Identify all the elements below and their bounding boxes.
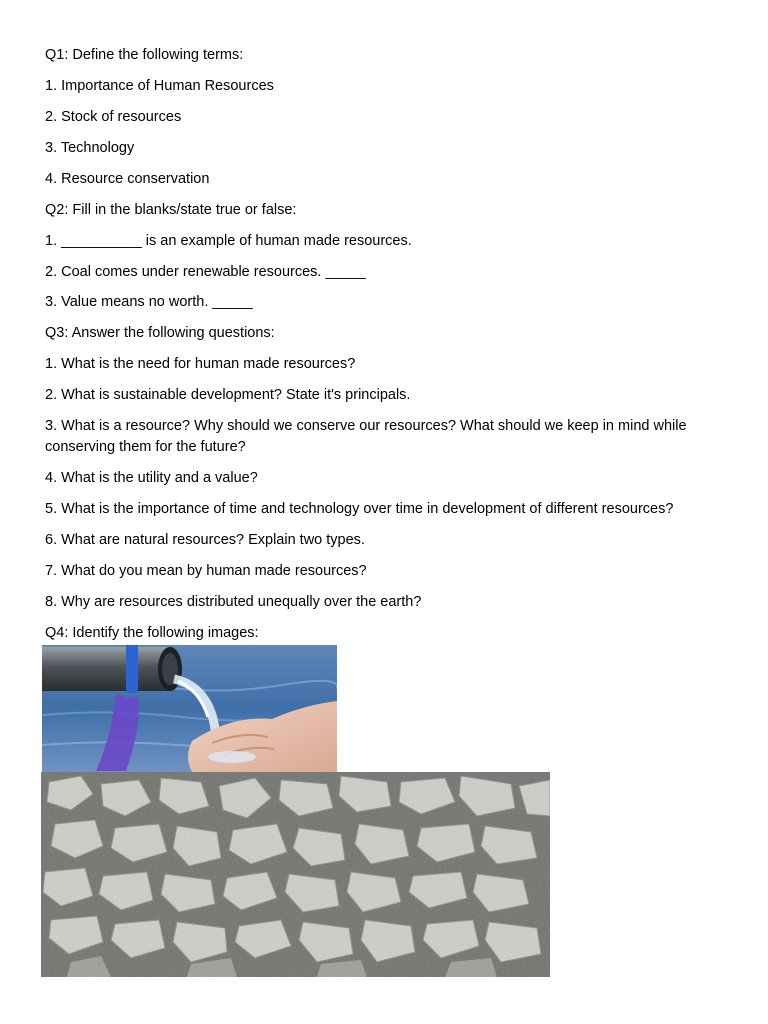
- q2-item-3: 3. Value means no worth. _____: [45, 294, 253, 310]
- q3-heading: Q3: Answer the following questions:: [45, 325, 275, 341]
- rock-texture-image: [41, 772, 550, 977]
- water-tap-image: [42, 645, 337, 772]
- q3-item-8: 8. Why are resources distributed unequally over the earth?: [45, 594, 422, 610]
- q1-item-3: 3. Technology: [45, 140, 135, 156]
- q3-item-1: 1. What is the need for human made resources?: [45, 356, 356, 372]
- q1-item-1: 1. Importance of Human Resources: [45, 78, 274, 94]
- q3-item-3: 3. What is a resource? Why should we conserve our resources? What should we keep in mind while conserving them for the future?: [45, 418, 687, 455]
- q3-item-2: 2. What is sustainable development? State it's principals.: [45, 387, 411, 403]
- q3-item-7: 7. What do you mean by human made resources?: [45, 563, 367, 579]
- q1-item-2: 2. Stock of resources: [45, 109, 182, 125]
- q2-item-2: 2. Coal comes under renewable resources. _____: [45, 264, 366, 280]
- q1-item-4: 4. Resource conservation: [45, 171, 210, 187]
- q3-item-4: 4. What is the utility and a value?: [45, 470, 258, 486]
- q2-heading: Q2: Fill in the blanks/state true or false:: [45, 202, 297, 218]
- q4-heading: Q4: Identify the following images:: [45, 625, 259, 641]
- q1-heading: Q1: Define the following terms:: [45, 47, 244, 63]
- q3-item-5: 5. What is the importance of time and technology over time in development of different resources?: [45, 501, 674, 517]
- q2-item-1: 1. __________ is an example of human made resources.: [45, 233, 412, 249]
- q3-item-6: 6. What are natural resources? Explain two types.: [45, 532, 365, 548]
